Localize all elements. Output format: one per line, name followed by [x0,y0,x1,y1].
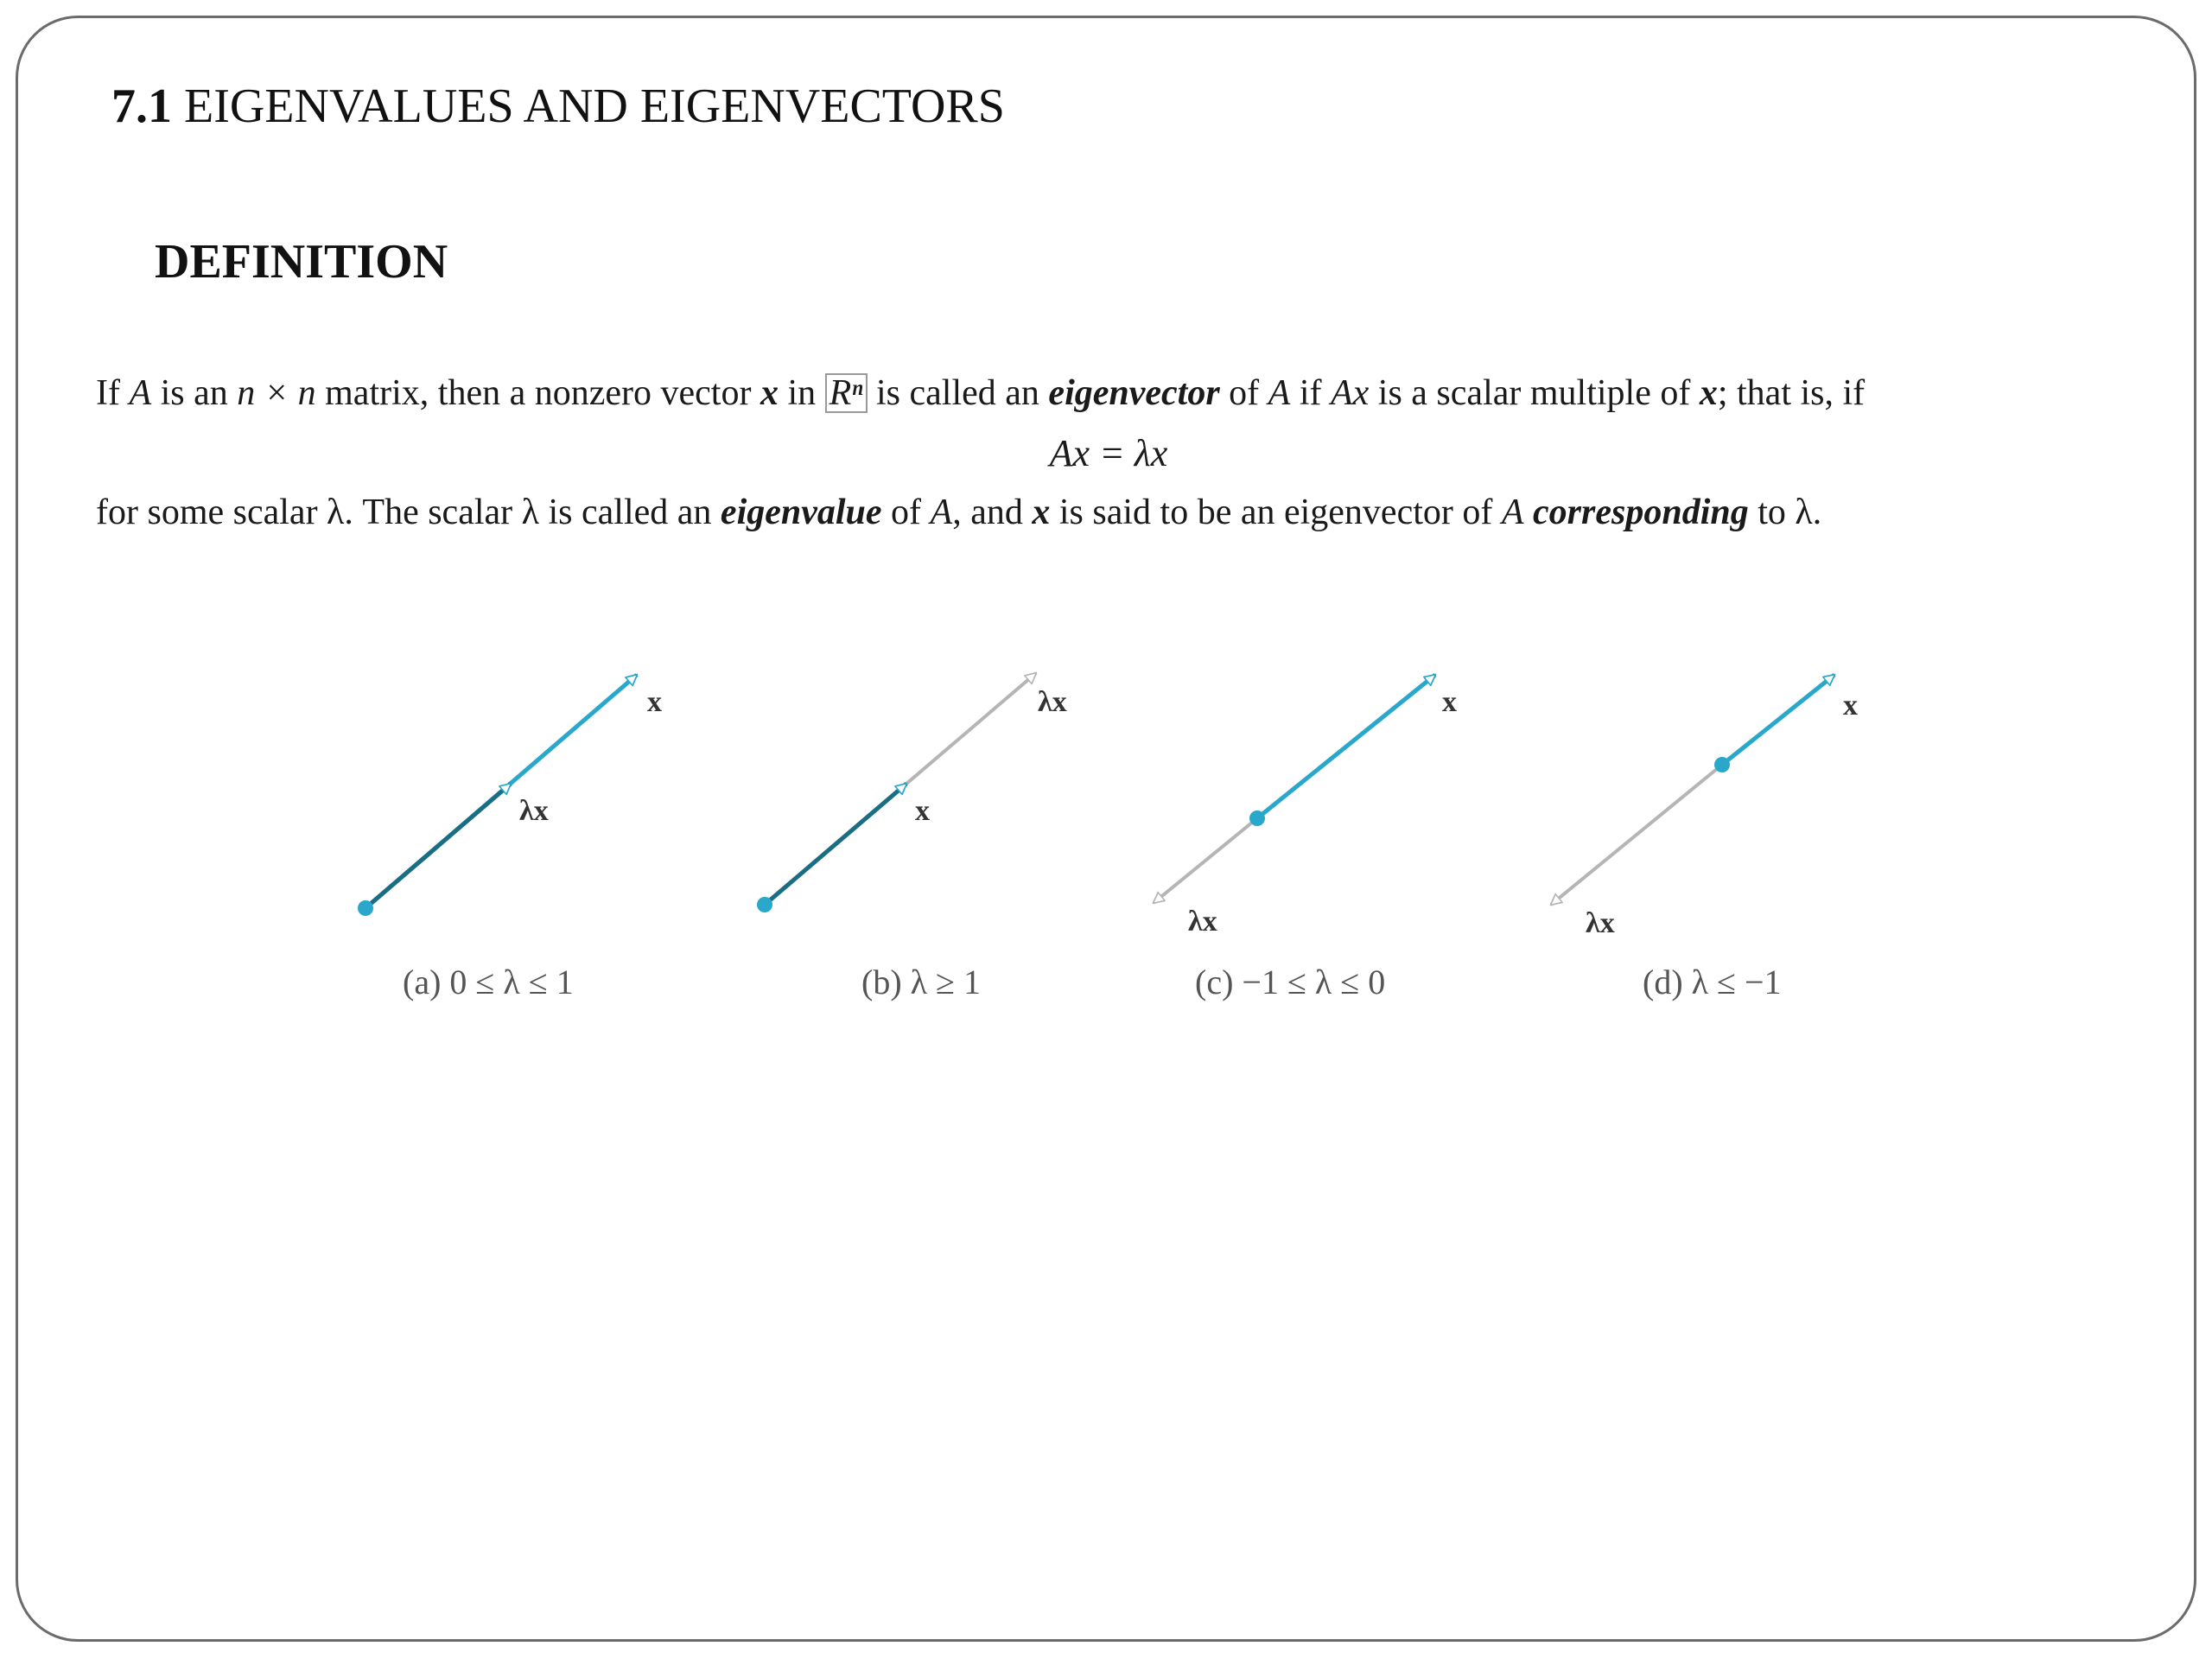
vector-x [1257,675,1435,818]
label-lambda-x: λx [1038,686,1067,718]
term-corresponding: corresponding [1533,493,1749,532]
panel-c [1154,675,1457,938]
caption-d: (d) λ ≤ −1 [1643,963,1782,1001]
label-lambda-x: λx [1188,906,1217,938]
panel-a [358,675,662,916]
origin-point [1714,757,1730,772]
term-eigenvalue: eigenvalue [720,493,882,532]
section-title: EIGENVALUES AND EIGENVECTORS [184,79,1005,133]
label-x: x [1843,690,1858,721]
origin-point [757,897,772,912]
vector-lambda-x [1154,818,1257,903]
label-x: x [647,686,662,718]
panel-b [757,673,1067,912]
rn-symbol: Rⁿ [825,373,868,413]
origin-point [358,900,373,916]
caption-b: (b) λ ≥ 1 [861,963,981,1001]
definition-line-1: If A is an n × n matrix, then a nonzero vector x in Rⁿ is called an eigenvector of A if Ax is a scalar multiple of x; that is, if [96,373,1866,413]
label-x: x [1442,686,1457,718]
vector-lambda-x [1551,765,1722,905]
caption-a: (a) 0 ≤ λ ≤ 1 [403,963,574,1001]
label-x: x [915,795,930,827]
eigenvector-figure [18,18,2196,1141]
definition-line-2: for some scalar λ. The scalar λ is called an eigenvalue of A, and x is said to be an eigenvector of A corresponding to λ. [96,493,1822,532]
caption-c: (c) −1 ≤ λ ≤ 0 [1195,963,1386,1001]
label-lambda-x: λx [519,795,549,827]
vector-x [765,784,906,905]
label-lambda-x: λx [1586,907,1615,939]
term-eigenvector: eigenvector [1048,373,1220,413]
n-by-n: n × n [237,373,316,413]
vector-x [1722,675,1834,765]
vector-lambda-x [365,784,511,908]
panel-d [1551,675,1858,939]
definition-heading: DEFINITION [155,235,448,289]
section-number: 7.1 [111,79,172,133]
origin-point [1249,810,1265,826]
eigen-equation: Ax = λx [1049,432,1168,474]
slide [16,16,2196,1642]
